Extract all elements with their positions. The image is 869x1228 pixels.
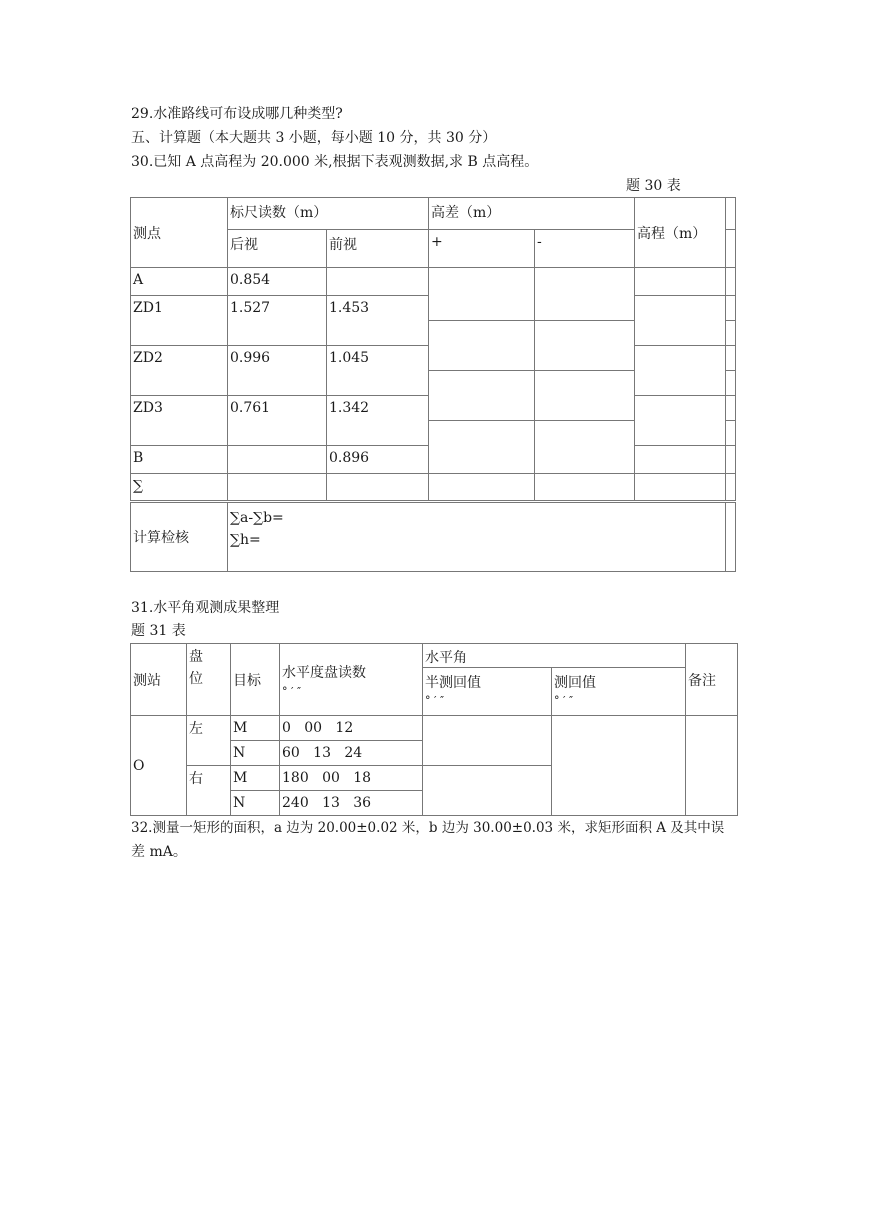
header-station: 测站 [131, 644, 187, 716]
question-32-line-1: 32.测量一矩形的面积，a 边为 20.00±0.02 米，b 边为 30.00±0.03 米，求矩形面积 A 及其中误 [131, 820, 725, 836]
table-30 [130, 197, 736, 572]
header-full-label: 测回值 [554, 675, 596, 691]
header-full-unit: ° ′ ″ [554, 694, 574, 707]
elevation-cell [635, 268, 726, 296]
point-cell: ZD1 [131, 296, 228, 346]
plus-cell [429, 321, 535, 371]
edge-cell [726, 502, 736, 572]
check-sum-h: ∑h= [230, 532, 261, 548]
elevation-cell [635, 474, 726, 502]
edge-cell [726, 230, 736, 268]
edge-cell [726, 268, 736, 296]
plus-cell [429, 421, 535, 474]
header-face [187, 644, 231, 716]
point-cell: B [131, 446, 228, 474]
minus-cell [535, 321, 635, 371]
target-cell: N [231, 791, 280, 816]
table-31-caption: 题 31 表 [131, 623, 186, 639]
reading-cell: 180 00 18 [280, 766, 423, 791]
plus-cell [429, 268, 535, 321]
header-full-round [552, 668, 686, 716]
question-31: 31.水平角观测成果整理 [131, 600, 280, 616]
header-height-diff: 高差（m） [429, 198, 635, 230]
back-cell: 0.996 [228, 346, 327, 396]
front-cell: 0.896 [327, 446, 429, 474]
question-30: 30.已知 A 点高程为 20.000 米,根据下表观测数据,求 B 点高程。 [131, 154, 539, 170]
header-back: 后视 [228, 230, 327, 268]
edge-cell [726, 396, 736, 421]
edge-cell [726, 474, 736, 502]
header-half-unit: ° ′ ″ [425, 694, 445, 707]
note-cell [686, 716, 738, 816]
front-cell: 1.453 [327, 296, 429, 346]
front-cell: 1.342 [327, 396, 429, 446]
face-right-cell: 右 [187, 766, 231, 816]
minus-cell [535, 268, 635, 321]
back-cell: 0.761 [228, 396, 327, 446]
check-cell [228, 502, 726, 572]
check-sum-ab: ∑a-∑b= [230, 510, 284, 526]
table-31 [130, 643, 738, 816]
full-round-cell [552, 716, 686, 816]
station-cell: O [131, 716, 187, 816]
edge-cell [726, 321, 736, 346]
edge-cell [726, 296, 736, 321]
header-horizontal-angle: 水平角 [423, 644, 686, 668]
header-circle-reading [280, 644, 423, 716]
edge-cell [726, 198, 736, 230]
header-reading-unit: ° ′ ″ [282, 684, 302, 698]
back-cell [228, 474, 327, 502]
front-cell: 1.045 [327, 346, 429, 396]
header-reading-label: 水平度盘读数 [282, 664, 366, 681]
target-cell: M [231, 716, 280, 741]
point-cell: ZD3 [131, 396, 228, 446]
face-left-cell: 左 [187, 716, 231, 766]
header-elevation: 高程（m） [635, 198, 726, 268]
reading-cell: 240 13 36 [280, 791, 423, 816]
header-minus: - [535, 230, 635, 268]
header-reading: 标尺读数（m） [228, 198, 429, 230]
question-29: 29.水准路线可布设成哪几种类型? [131, 106, 343, 122]
half-round-cell [423, 766, 552, 816]
header-point: 测点 [131, 198, 228, 268]
header-front: 前视 [327, 230, 429, 268]
table-30-caption: 题 30 表 [626, 178, 681, 194]
elevation-cell [635, 446, 726, 474]
half-round-cell [423, 716, 552, 766]
front-cell [327, 268, 429, 296]
elevation-cell [635, 296, 726, 346]
target-cell: M [231, 766, 280, 791]
header-half-label: 半测回值 [425, 675, 481, 691]
sum-label: ∑ [131, 474, 228, 502]
header-face-line-2: 位 [189, 671, 203, 687]
minus-cell [535, 421, 635, 474]
section-five-heading: 五、计算题（本大题共 3 小题，每小题 10 分，共 30 分） [131, 130, 497, 146]
plus-cell [429, 474, 535, 502]
header-plus: + [429, 230, 535, 268]
reading-cell: 0 00 12 [280, 716, 423, 741]
question-32-line-2: 差 mA。 [131, 844, 187, 860]
header-half-round [423, 668, 552, 716]
point-cell: A [131, 268, 228, 296]
elevation-cell [635, 346, 726, 396]
minus-cell [535, 474, 635, 502]
header-target: 目标 [231, 644, 280, 716]
check-label: 计算检核 [131, 502, 228, 572]
elevation-cell [635, 396, 726, 446]
header-note: 备注 [686, 644, 738, 716]
edge-cell [726, 371, 736, 396]
back-cell: 0.854 [228, 268, 327, 296]
front-cell [327, 474, 429, 502]
reading-cell: 60 13 24 [280, 741, 423, 766]
edge-cell [726, 446, 736, 474]
back-cell [228, 446, 327, 474]
edge-cell [726, 421, 736, 446]
minus-cell [535, 371, 635, 421]
back-cell: 1.527 [228, 296, 327, 346]
target-cell: N [231, 741, 280, 766]
plus-cell [429, 371, 535, 421]
header-face-line-1: 盘 [189, 649, 203, 665]
edge-cell [726, 346, 736, 371]
point-cell: ZD2 [131, 346, 228, 396]
